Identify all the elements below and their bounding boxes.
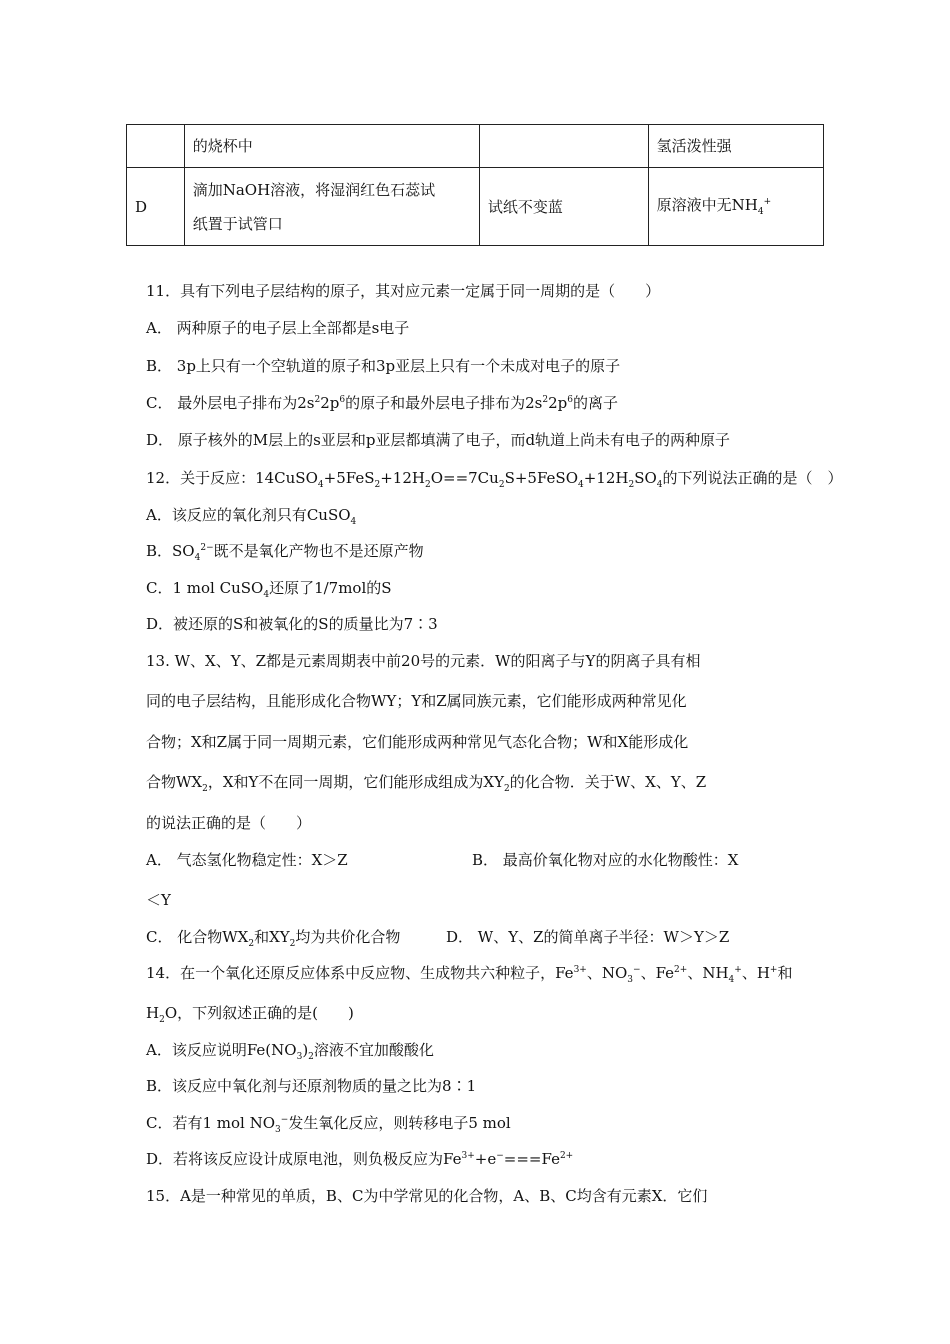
subscript: 4 [656, 480, 663, 490]
text: 、H [741, 964, 770, 982]
subscript: 4 [578, 480, 584, 490]
q13-line: 同的电子层结构，且能形成化合物WY；Y和Z属同族元素，它们能形成两种常见化 [146, 692, 687, 710]
subscript: 2 [308, 1052, 314, 1062]
text: B．SO [146, 542, 195, 560]
q11-stem: 11．具有下列电子层结构的原子，其对应元素一定属于同一周期的是（ ） [146, 282, 661, 300]
superscript: − [496, 1151, 504, 1161]
q12-stem [146, 467, 843, 490]
text: O，下列叙述正确的是( ) [164, 1004, 354, 1022]
text: A．该反应说明Fe(NO [146, 1041, 297, 1059]
q14-option-d [146, 1148, 573, 1169]
text: 的原子和最外层电子排布为2s [345, 394, 543, 412]
superscript: 3+ [461, 1151, 475, 1161]
subscript: 2 [159, 1015, 165, 1025]
subscript: 2 [628, 480, 635, 490]
q11-option-a: A． 两种原子的电子层上全部都是s电子 [146, 319, 410, 337]
subscript: 2 [374, 480, 381, 490]
text: +12H [380, 469, 425, 487]
superscript: 6 [567, 395, 573, 405]
text: 的下列说法正确的是（ ） [662, 469, 843, 487]
superscript: 2+ [559, 1151, 574, 1161]
q13-line: 的说法正确的是（ ） [146, 814, 312, 832]
experiment-table [126, 124, 824, 246]
superscript: 2 [314, 395, 321, 405]
text: 均为共价化合物 [295, 928, 401, 946]
text: 12．关于反应：14CuSO [146, 469, 318, 487]
text: 2p [548, 394, 568, 412]
q13-option-b: B． 最高价氧化物对应的水化物酸性：X [472, 851, 739, 869]
q13-option-b-cont: ＜Y [146, 891, 171, 909]
text: 发生氧化反应，则转移电子5 mol [288, 1114, 511, 1132]
q14-option-b: B．该反应中氧化剂与还原剂物质的量之比为8∶1 [146, 1077, 477, 1095]
table-cell: 的烧杯中 [184, 125, 479, 168]
superscript: 3+ [573, 965, 587, 975]
text: +12H [583, 469, 629, 487]
subscript: 2 [504, 784, 510, 794]
superscript: + [763, 196, 772, 207]
subscript: 4 [728, 975, 735, 985]
text: C．1 mol CuSO [146, 579, 264, 597]
cell-text: 原溶液中无NH [656, 195, 758, 214]
q11-option-b: B． 3p上只有一个空轨道的原子和3p亚层上只有一个未成对电子的原子 [146, 357, 621, 375]
text: ) [302, 1041, 309, 1059]
table-row [127, 125, 824, 168]
q12-option-c [146, 577, 392, 600]
q12-option-b [146, 540, 424, 563]
text: 还原了1/7mol的S [269, 579, 392, 597]
text: S+5FeSO [504, 469, 578, 487]
superscript: − [633, 965, 641, 975]
text: 2p [320, 394, 340, 412]
text: C． 最外层电子排布为2s [146, 394, 315, 412]
table-cell: D [127, 168, 185, 246]
table-cell [648, 168, 823, 246]
text: 和XY [254, 928, 290, 946]
text: +e [474, 1150, 497, 1168]
q13-option-a: A． 气态氢化物稳定性：X＞Z [146, 851, 348, 869]
subscript: 2 [424, 480, 431, 490]
text: A．该反应的氧化剂只有CuSO [146, 506, 351, 524]
text: D．若将该反应设计成原电池，则负极反应为Fe [146, 1150, 462, 1168]
q13-line: 合物；X和Z属于同一周期元素，它们能形成两种常见气态化合物；W和X能形成化 [146, 733, 689, 751]
text: SO [634, 469, 657, 487]
superscript: 2− [200, 543, 214, 553]
text: 的离子 [573, 394, 619, 412]
q13-option-d: D． W、Y、Z的简单离子半径：W＞Y＞Z [446, 928, 730, 946]
table-cell: 氢活泼性强 [648, 125, 823, 168]
table-cell: 试纸不变蓝 [479, 168, 648, 246]
text: C． 化合物WX [146, 928, 249, 946]
subscript: 4 [350, 517, 357, 527]
subscript: 2 [289, 939, 296, 949]
text: 、NH [687, 964, 729, 982]
cell-line: 纸置于试管口 [192, 214, 283, 233]
subscript: 3 [296, 1052, 303, 1062]
q15-line: 15．A是一种常见的单质，B、C为中学常见的化合物，A、B、C均含有元素X．它们 [146, 1187, 708, 1205]
q12-option-d: D．被还原的S和被氧化的S的质量比为7∶3 [146, 615, 438, 633]
text: O==7Cu [430, 469, 499, 487]
table-cell [127, 125, 185, 168]
text: C．若有1 mol NO [146, 1114, 276, 1132]
text: 合物WX [146, 773, 203, 791]
superscript: 6 [339, 395, 346, 405]
subscript: 4 [263, 590, 270, 600]
text: 、NO [586, 964, 628, 982]
text: 溶液不宜加酸酸化 [313, 1041, 434, 1059]
q13-option-c [146, 926, 400, 949]
q14-line [146, 1002, 354, 1025]
table-cell [479, 125, 648, 168]
subscript: 3 [275, 1125, 281, 1135]
text: +5FeS [323, 469, 375, 487]
superscript: + [734, 965, 742, 975]
subscript: 2 [248, 939, 255, 949]
q13-line [146, 771, 706, 794]
subscript: 4 [757, 206, 764, 217]
q14-line [146, 962, 792, 985]
subscript: 2 [202, 784, 208, 794]
superscript: + [769, 965, 778, 975]
text: 、Fe [640, 964, 675, 982]
subscript: 4 [317, 480, 324, 490]
superscript: 2+ [674, 965, 688, 975]
subscript: 4 [194, 553, 201, 563]
subscript: 2 [498, 480, 505, 490]
q14-option-c [146, 1112, 511, 1135]
q14-option-a [146, 1039, 434, 1062]
text: ===Fe [503, 1150, 560, 1168]
table-row [127, 168, 824, 246]
superscript: − [280, 1115, 289, 1125]
text: 的化合物．关于W、X、Y、Z [509, 773, 707, 791]
q11-option-c [146, 392, 618, 413]
subscript: 3 [627, 975, 634, 985]
q12-option-a [146, 504, 356, 527]
text: H [146, 1004, 160, 1022]
text: 既不是氧化产物也不是还原产物 [213, 542, 424, 560]
q11-option-d: D． 原子核外的M层上的s亚层和p亚层都填满了电子，而d轨道上尚未有电子的两种原子 [146, 431, 731, 449]
superscript: 2 [542, 395, 549, 405]
text: 和 [777, 964, 793, 982]
text: 14．在一个氧化还原反应体系中反应物、生成物共六种粒子，Fe [146, 964, 574, 982]
cell-line: 滴加NaOH溶液，将湿润红色石蕊试 [192, 180, 436, 199]
text: ，X和Y不在同一周期，它们能形成组成为XY [207, 773, 505, 791]
q13-line: 13. W、X、Y、Z都是元素周期表中前20号的元素．W的阳离子与Y的阴离子具有相 [146, 652, 701, 670]
table-cell [184, 168, 479, 246]
